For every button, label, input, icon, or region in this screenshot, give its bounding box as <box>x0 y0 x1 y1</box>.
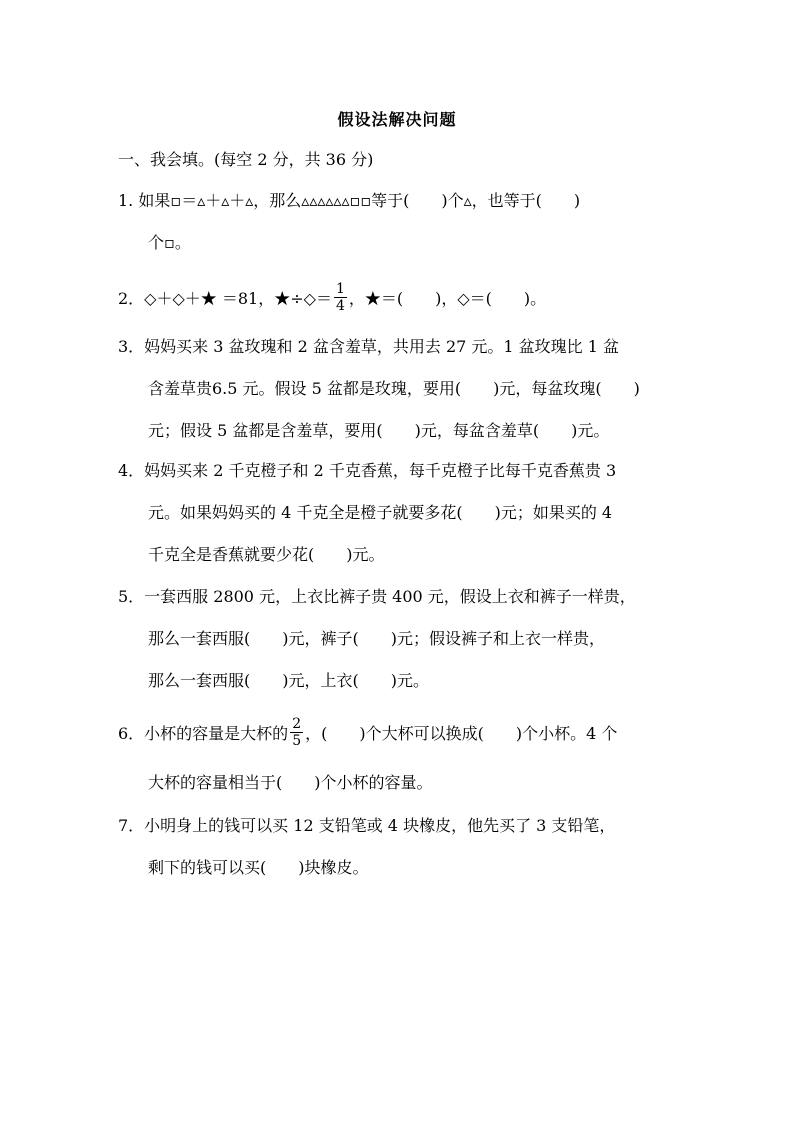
question-1-line-1: 1. 如果▫＝▵＋▵＋▵，那么▵▵▵▵▵▵▫▫等于( )个▵，也等于( ) <box>118 191 581 210</box>
page-title: 假设法解决问题 <box>337 110 457 129</box>
fraction-denominator: 5 <box>292 733 302 749</box>
fraction-one-quarter <box>334 282 347 313</box>
question-3-line-3: 元；假设 5 盆都是含羞草，要用( )元，每盆含羞草( )元。 <box>148 421 610 440</box>
question-6-text-b: ，( )个大杯可以换成( )个小杯。4 个 <box>305 724 618 743</box>
question-5-line-2: 那么一套西服( )元，裤子( )元；假设裤子和上衣一样贵， <box>148 629 605 648</box>
question-5-line-3: 那么一套西服( )元，上衣( )元。 <box>148 671 429 690</box>
question-4-line-1: 4．妈妈买来 2 千克橙子和 2 千克香蕉，每千克橙子比每千克香蕉贵 3 <box>118 461 617 480</box>
question-6-line-2: 大杯的容量相当于( )个小杯的容量。 <box>148 773 433 792</box>
fraction-two-fifths <box>290 717 303 748</box>
question-7-line-2: 剩下的钱可以买( )块橡皮。 <box>148 858 369 877</box>
question-7-line-1: 7．小明身上的钱可以买 12 支铅笔或 4 块橡皮，他先买了 3 支铅笔， <box>118 816 616 835</box>
question-6-line-1 <box>118 716 618 750</box>
question-2-text-b: ，★＝( )，◇＝( )。 <box>348 289 547 308</box>
question-2 <box>118 281 547 315</box>
fraction-numerator: 2 <box>292 716 302 732</box>
question-3-line-1: 3．妈妈买来 3 盆玫瑰和 2 盆含羞草，共用去 27 元。1 盆玫瑰比 1 盆 <box>118 337 620 356</box>
question-5-line-1: 5．一套西服 2800 元，上衣比裤子贵 400 元，假设上衣和裤子一样贵， <box>118 587 636 606</box>
question-2-text-a: 2．◇＋◇＋★ ＝81，★÷◇＝ <box>118 289 332 308</box>
question-4-line-3: 千克全是香蕉就要少花( )元。 <box>148 545 385 564</box>
question-4-line-2: 元。如果妈妈买的 4 千克全是橙子就要多花( )元；如果买的 4 <box>148 503 613 522</box>
question-6-text-a: 6．小杯的容量是大杯的 <box>118 724 289 743</box>
question-3-line-2: 含羞草贵6.5 元。假设 5 盆都是玫瑰，要用( )元，每盆玫瑰( ) <box>148 379 640 398</box>
fraction-denominator: 4 <box>335 298 345 314</box>
section-heading: 一、我会填。(每空 2 分，共 36 分) <box>118 150 374 169</box>
question-1-line-2: 个▫。 <box>148 233 191 252</box>
fraction-numerator: 1 <box>335 281 345 297</box>
